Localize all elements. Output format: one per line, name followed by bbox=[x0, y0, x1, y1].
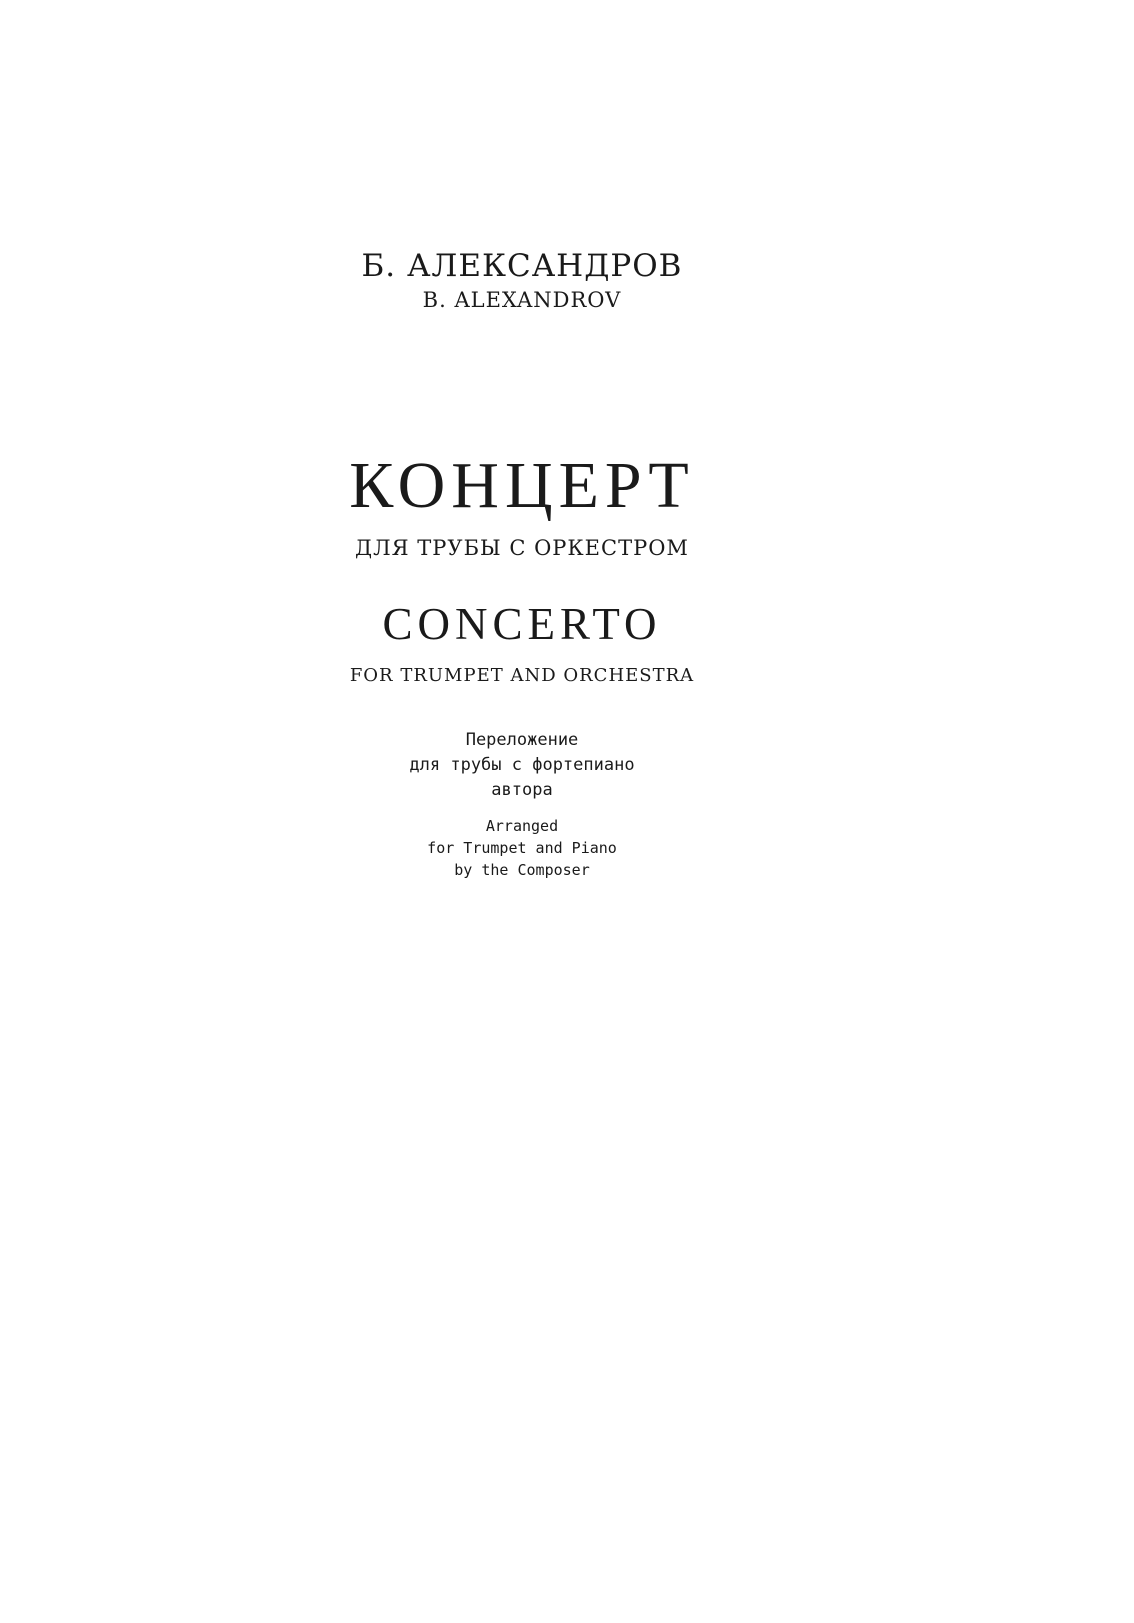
arrangement-ru-line: Переложение bbox=[465, 730, 579, 750]
work-subtitle-en: FOR TRUMPET AND ORCHESTRA bbox=[349, 665, 695, 686]
arrangement-en-line: by the Composer bbox=[454, 861, 590, 879]
arrangement-en-line: for Trumpet and Piano bbox=[427, 839, 617, 857]
arrangement-ru-line: автора bbox=[491, 780, 553, 800]
composer-name-ru: Б. АЛЕКСАНДРОВ bbox=[361, 248, 683, 284]
work-title-en: CONCERTO bbox=[382, 599, 662, 649]
composer-name-en: B. ALEXANDROV bbox=[422, 288, 622, 312]
arrangement-en-line: Arranged bbox=[485, 817, 559, 835]
work-subtitle-ru: ДЛЯ ТРУБЫ С ОРКЕСТРОМ bbox=[355, 536, 689, 560]
arrangement-note-en bbox=[0, 815, 1044, 881]
work-title-ru: КОНЦЕРТ bbox=[349, 449, 695, 522]
arrangement-note-ru bbox=[0, 728, 1044, 803]
arrangement-ru-line: для трубы с фортепиано bbox=[409, 755, 635, 775]
